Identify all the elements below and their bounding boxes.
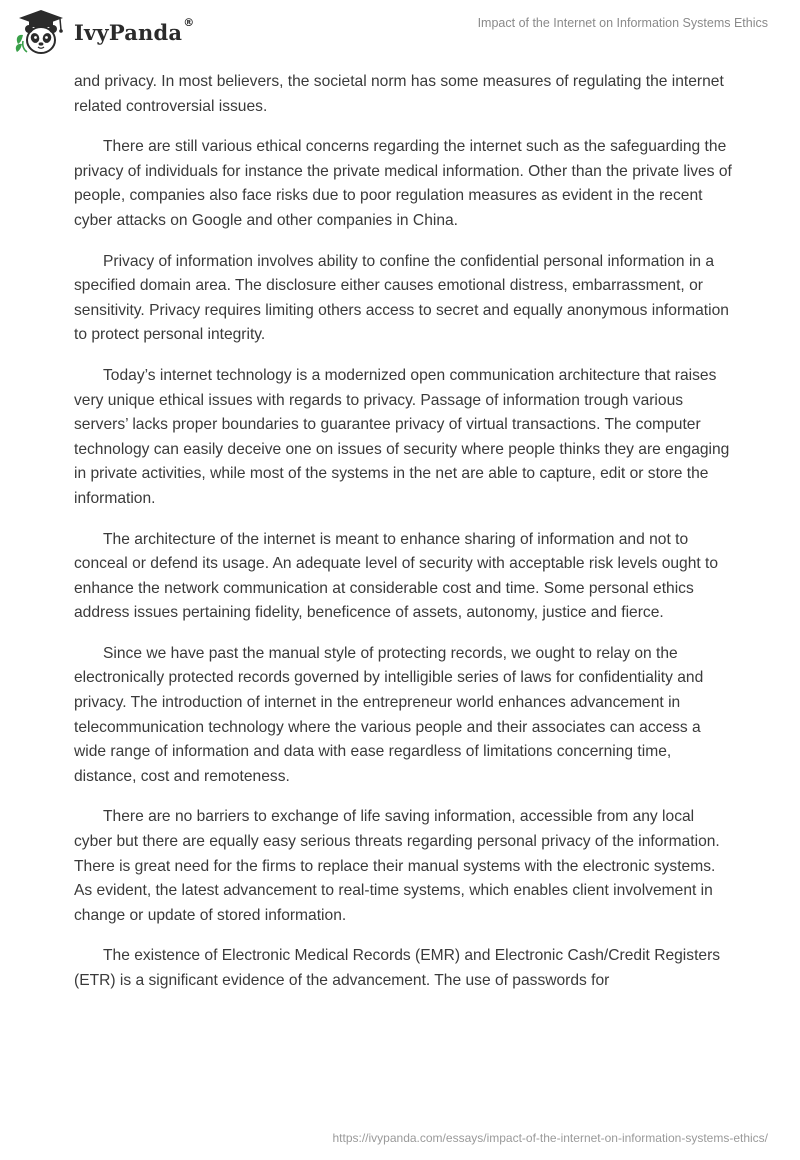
ivypanda-logo[interactable]	[14, 8, 194, 56]
document-title: Impact of the Internet on Information Systems Ethics	[477, 16, 768, 30]
paragraph-8: The existence of Electronic Medical Records (EMR) and Electronic Cash/Credit Registers (ETR) is a significant evidence of the advancement. The use of passwords for	[74, 947, 721, 989]
paragraph-3: Privacy of information involves ability to confine the confidential personal information in a specified domain area. The disclosure either causes emotional distress, embarrassment, or sensitivity. Privacy requires limiting others access to secret and equally anonymous information to protect personal integrity.	[74, 252, 729, 344]
source-url[interactable]: https://ivypanda.com/essays/impact-of-the-internet-on-information-systems-ethics/	[332, 1131, 768, 1145]
paragraph-5: The architecture of the internet is meant to enhance sharing of information and not to conceal or defend its usage. An adequate level of security with acceptable risk levels ought to enhance the network communication at considerable cost and time. Some personal ethics address issues pertaining fidelity, beneficence of assets, autonomy, justice and fierce.	[74, 530, 719, 622]
page-header	[0, 0, 800, 70]
paragraph-2: There are still various ethical concerns regarding the internet such as the safeguarding the privacy of individuals for instance the private medical information. Other than the private lives of people, companies also face risks due to poor regulation measures as evident in the recent cyber attacks on Google and other companies in China.	[74, 138, 732, 229]
paragraph-1: and privacy. In most believers, the societal norm has some measures of regulating the internet related controversial issues.	[74, 73, 724, 115]
paragraph-7: There are no barriers to exchange of life saving information, accessible from any local cyber but there are equally easy serious threats regarding personal privacy of the information. There is great need for the firms to replace their manual systems with the electronic systems. As evident, the latest advancement to real-time systems, which enables client involvement in change or update of stored information.	[74, 808, 720, 924]
brand-wordmark	[74, 15, 195, 45]
panda-graduate-logo-icon	[14, 8, 68, 56]
essay-body	[74, 70, 734, 1010]
brand-name: IvyPanda	[74, 19, 183, 45]
paragraph-4: Today’s internet technology is a modernized open communication architecture that raises very unique ethical issues with regards to privacy. Passage of information trough various servers’ lacks proper boundaries to guarantee privacy of virtual transactions. The computer technology can easily deceive one on issues of security where people thinks they are engaging in private activities, while most of the systems in the net are able to capture, edit or store the information.	[74, 366, 730, 507]
paragraph-6: Since we have past the manual style of protecting records, we ought to relay on the electronically protected records governed by intelligible series of laws for confidentiality and privacy. The introduction of internet in the entrepreneur world enhances advancement in telecommunication technology where the various people and their associates can access a wide range of information and data with ease regardless of limitations concerning time, distance, cost and remoteness.	[74, 644, 704, 785]
registered-mark: ®	[183, 15, 195, 29]
